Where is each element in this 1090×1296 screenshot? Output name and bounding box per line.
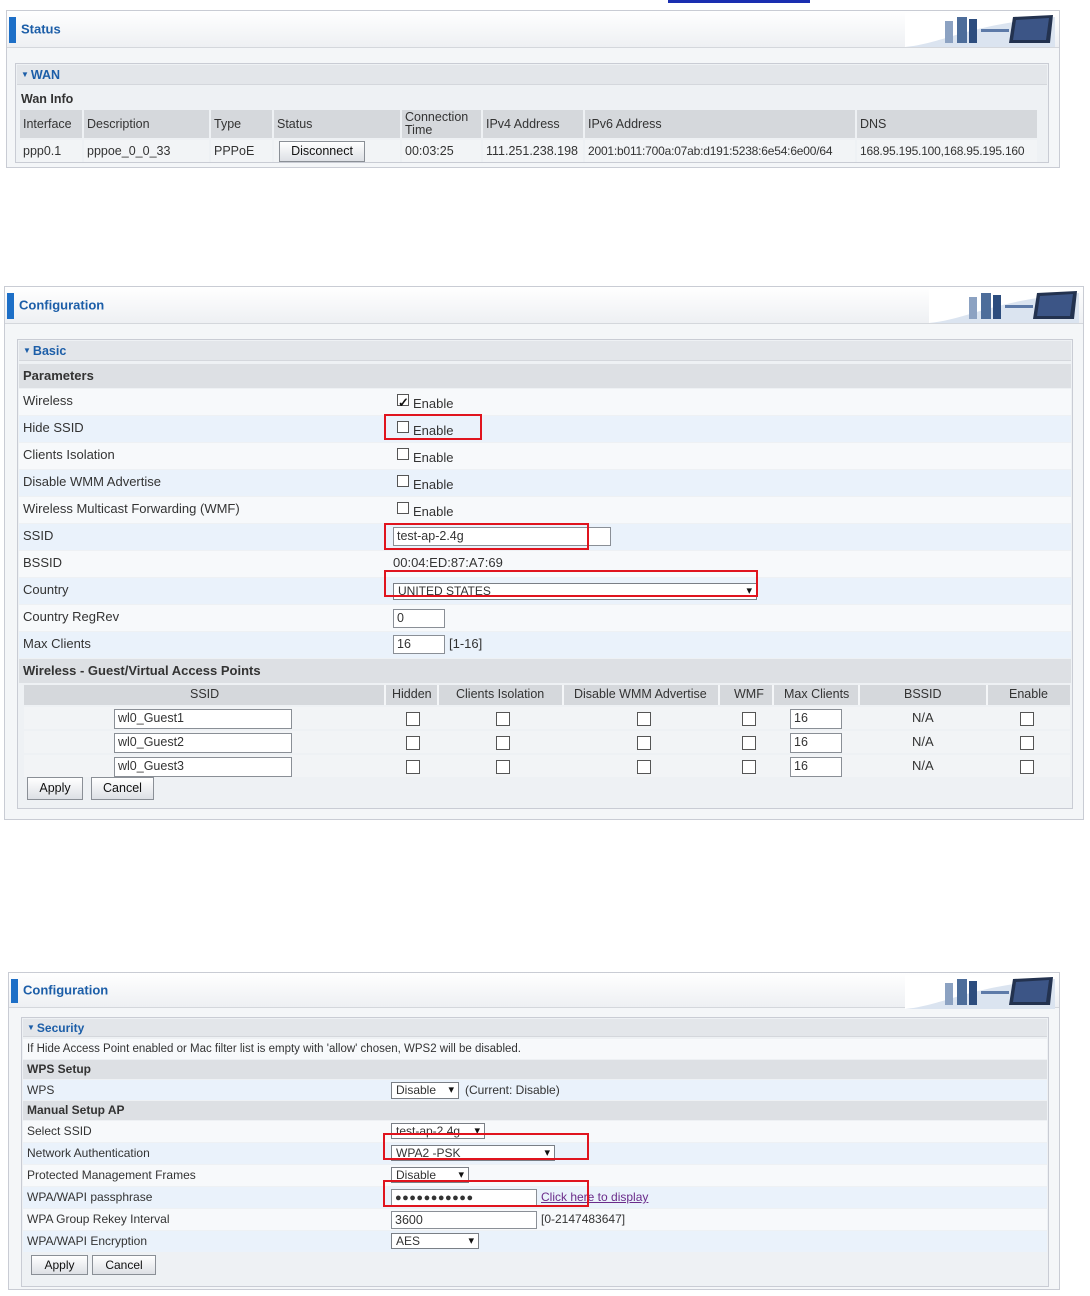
manual-setup-label: Manual Setup AP bbox=[27, 1103, 125, 1117]
guest-row-2 bbox=[24, 731, 1070, 753]
section-title: Security bbox=[36, 1021, 85, 1035]
header-accent-bar bbox=[11, 979, 18, 1003]
collapse-triangle-icon: ▼ bbox=[27, 1023, 35, 1032]
encryption-label: WPA/WAPI Encryption bbox=[27, 1234, 148, 1248]
network-auth-label: Network Authentication bbox=[27, 1146, 150, 1160]
guest-table-header bbox=[24, 685, 1070, 705]
passphrase-label: WPA/WAPI passphrase bbox=[27, 1190, 153, 1204]
apply-button[interactable]: Apply bbox=[27, 777, 83, 800]
country-value: UNITED STATES bbox=[398, 584, 491, 598]
pmf-value: Disable bbox=[396, 1168, 437, 1182]
manual-setup-header bbox=[23, 1101, 1047, 1120]
guest-col-wmm: Disable WMM Advertise bbox=[574, 687, 707, 701]
col-status: Status bbox=[274, 110, 400, 138]
header-decoration-image bbox=[905, 975, 1055, 1009]
guest-row-1 bbox=[24, 707, 1070, 729]
guest-enable-checkbox[interactable] bbox=[1020, 760, 1034, 774]
wireless-label: Wireless bbox=[23, 393, 73, 408]
cell-type: PPPoE bbox=[211, 140, 272, 162]
divider bbox=[562, 685, 564, 705]
col-connection-time: Connection Time bbox=[402, 110, 481, 138]
clients-isolation-label: Clients Isolation bbox=[23, 447, 115, 462]
wan-table bbox=[18, 108, 1039, 164]
guest-col-bssid: BSSID bbox=[904, 687, 942, 701]
highlight-hide-ssid bbox=[384, 414, 482, 440]
wan-box bbox=[15, 63, 1049, 163]
guest-hidden-checkbox[interactable] bbox=[406, 760, 420, 774]
ssid-input[interactable]: test-ap-2.4g bbox=[393, 527, 611, 546]
guest-wmf-checkbox[interactable] bbox=[742, 736, 756, 750]
wan-info-label: Wan Info bbox=[21, 92, 74, 106]
cell-description: pppoe_0_0_33 bbox=[84, 140, 209, 162]
page-title: Configuration bbox=[23, 982, 109, 998]
cancel-button[interactable]: Cancel bbox=[92, 1255, 156, 1275]
cancel-button[interactable]: Cancel bbox=[91, 777, 154, 800]
guest-enable-checkbox[interactable] bbox=[1020, 736, 1034, 750]
rekey-label: WPA Group Rekey Interval bbox=[27, 1212, 170, 1226]
hide-ssid-label: Hide SSID bbox=[23, 420, 84, 435]
enable-text: Enable bbox=[413, 423, 454, 438]
guest-ssid-input[interactable]: wl0_Guest1 bbox=[114, 709, 292, 729]
wps-current: (Current: Disable) bbox=[465, 1083, 560, 1097]
guest-col-enable: Enable bbox=[1009, 687, 1048, 701]
clients-isolation-checkbox[interactable] bbox=[397, 448, 409, 460]
security-section-header[interactable] bbox=[23, 1019, 1047, 1037]
wps-notice: If Hide Access Point enabled or Mac filter list is empty with 'allow' chosen, WPS2 will be disabled. bbox=[27, 1043, 521, 1055]
section-title: WAN bbox=[30, 68, 61, 82]
guest-wmf-checkbox[interactable] bbox=[742, 712, 756, 726]
chevron-down-icon: ▾ bbox=[458, 1169, 464, 1181]
collapse-triangle-icon: ▼ bbox=[23, 346, 31, 355]
max-clients-label: Max Clients bbox=[23, 636, 91, 651]
enable-text: Enable bbox=[413, 504, 454, 519]
guest-ssid-input[interactable]: wl0_Guest3 bbox=[114, 757, 292, 777]
table-row bbox=[20, 140, 1037, 162]
highlight-network-auth bbox=[383, 1133, 589, 1160]
max-clients-input[interactable]: 16 bbox=[393, 635, 445, 654]
col-type: Type bbox=[211, 110, 272, 138]
header-decoration-image bbox=[905, 13, 1055, 47]
wps-label: WPS bbox=[27, 1083, 55, 1097]
guest-max-input[interactable]: 16 bbox=[790, 709, 842, 729]
guest-bssid: N/A bbox=[912, 734, 934, 749]
guest-wmm-checkbox[interactable] bbox=[637, 712, 651, 726]
guest-col-max: Max Clients bbox=[784, 687, 850, 701]
cell-ipv6: 2001:b011:700a:07ab:d191:5238:6e54:6e00/64 bbox=[585, 140, 855, 162]
table-header-row bbox=[20, 110, 1037, 138]
chevron-down-icon: ▾ bbox=[474, 1125, 480, 1137]
ssid-label: SSID bbox=[23, 528, 54, 543]
cell-interface: ppp0.1 bbox=[20, 140, 82, 162]
basic-config-panel bbox=[4, 286, 1084, 820]
row-disable-wmm bbox=[19, 470, 1071, 496]
cell-dns: 168.95.195.100,168.95.195.160 bbox=[857, 140, 1037, 162]
rekey-range: [0-2147483647] bbox=[541, 1212, 626, 1226]
guest-hidden-checkbox[interactable] bbox=[406, 712, 420, 726]
guest-max-input[interactable]: 16 bbox=[790, 757, 842, 777]
guest-wmm-checkbox[interactable] bbox=[637, 736, 651, 750]
country-label: Country bbox=[23, 582, 69, 597]
guest-isolation-checkbox[interactable] bbox=[496, 760, 510, 774]
guest-row-3 bbox=[24, 755, 1070, 777]
country-regrev-label: Country RegRev bbox=[23, 609, 120, 624]
guest-col-wmf: WMF bbox=[734, 687, 764, 701]
row-wireless bbox=[19, 389, 1071, 415]
col-interface: Interface bbox=[20, 110, 82, 138]
row-wps bbox=[23, 1080, 1047, 1100]
guest-enable-checkbox[interactable] bbox=[1020, 712, 1034, 726]
page-title: Status bbox=[21, 21, 61, 37]
guest-col-ssid: SSID bbox=[190, 687, 220, 701]
guest-isolation-checkbox[interactable] bbox=[496, 712, 510, 726]
divider bbox=[384, 685, 386, 705]
divider bbox=[986, 685, 988, 705]
wps-value: Disable bbox=[396, 1083, 437, 1097]
row-encryption bbox=[23, 1231, 1047, 1252]
config-header bbox=[5, 287, 1083, 324]
chevron-down-icon: ▾ bbox=[468, 1235, 474, 1247]
disconnect-button[interactable]: Disconnect bbox=[279, 141, 365, 162]
wmf-checkbox[interactable] bbox=[397, 502, 409, 514]
header-accent-bar bbox=[7, 293, 14, 319]
cell-time: 00:03:25 bbox=[402, 140, 481, 162]
cell-status bbox=[274, 140, 400, 162]
guest-header bbox=[19, 659, 1071, 683]
divider bbox=[437, 685, 439, 705]
guest-ssid-input[interactable]: wl0_Guest2 bbox=[114, 733, 292, 753]
rekey-input[interactable]: 3600 bbox=[391, 1211, 537, 1229]
basic-section-header[interactable] bbox=[19, 341, 1071, 361]
row-hide-ssid bbox=[19, 416, 1071, 442]
row-wmf bbox=[19, 497, 1071, 523]
page-title: Configuration bbox=[19, 297, 105, 313]
row-max-clients bbox=[19, 632, 1071, 658]
bssid-value: 00:04:ED:87:A7:69 bbox=[393, 555, 503, 570]
wmf-label: Wireless Multicast Forwarding (WMF) bbox=[23, 501, 240, 516]
col-description: Description bbox=[84, 110, 209, 138]
select-ssid-label: Select SSID bbox=[27, 1124, 92, 1138]
guest-isolation-checkbox[interactable] bbox=[496, 736, 510, 750]
header-accent-bar bbox=[9, 17, 16, 43]
parameters-label: Parameters bbox=[23, 368, 94, 383]
network-auth-value: WPA2 -PSK bbox=[396, 1146, 461, 1160]
enable-text: Enable bbox=[413, 450, 454, 465]
status-panel bbox=[6, 10, 1060, 168]
max-clients-range: [1-16] bbox=[449, 636, 483, 651]
notice-row bbox=[23, 1039, 1047, 1059]
guest-wmf-checkbox[interactable] bbox=[742, 760, 756, 774]
guest-header-label: Wireless - Guest/Virtual Access Points bbox=[23, 663, 261, 678]
guest-bssid: N/A bbox=[912, 710, 934, 725]
enable-text: Enable bbox=[413, 477, 454, 492]
guest-wmm-checkbox[interactable] bbox=[637, 760, 651, 774]
divider bbox=[718, 685, 720, 705]
row-country-regrev bbox=[19, 605, 1071, 631]
row-rekey bbox=[23, 1209, 1047, 1230]
apply-button[interactable]: Apply bbox=[31, 1255, 88, 1275]
divider bbox=[858, 685, 860, 705]
chevron-down-icon: ▾ bbox=[746, 585, 752, 597]
select-ssid-value: test-ap-2.4g bbox=[396, 1124, 461, 1138]
col-dns: DNS bbox=[857, 110, 1037, 138]
encryption-select[interactable] bbox=[391, 1233, 479, 1249]
pmf-label: Protected Management Frames bbox=[27, 1168, 196, 1182]
cell-ipv4: 111.251.238.198 bbox=[483, 140, 583, 162]
wan-section-header[interactable] bbox=[17, 65, 1047, 85]
passphrase-input[interactable]: ●●●●●●●●●●● bbox=[391, 1189, 537, 1207]
wps-select[interactable] bbox=[391, 1082, 459, 1099]
status-header bbox=[7, 11, 1059, 48]
highlight-passphrase bbox=[383, 1180, 589, 1207]
chevron-down-icon: ▾ bbox=[544, 1147, 550, 1159]
encryption-value: AES bbox=[396, 1234, 421, 1248]
highlight-ssid bbox=[384, 523, 589, 550]
disable-wmm-label: Disable WMM Advertise bbox=[23, 474, 161, 489]
chevron-down-icon: ▾ bbox=[448, 1084, 454, 1096]
col-ipv6: IPv6 Address bbox=[585, 110, 855, 138]
divider bbox=[772, 685, 774, 705]
top-link-underline bbox=[668, 0, 810, 3]
row-clients-isolation bbox=[19, 443, 1071, 469]
col-ipv4: IPv4 Address bbox=[483, 110, 583, 138]
header-decoration-image bbox=[929, 289, 1079, 323]
highlight-country bbox=[384, 570, 758, 597]
guest-max-input[interactable]: 16 bbox=[790, 733, 842, 753]
guest-col-isolation: Clients Isolation bbox=[456, 687, 545, 701]
guest-col-hidden: Hidden bbox=[392, 687, 432, 701]
bssid-label: BSSID bbox=[23, 555, 63, 570]
enable-text: Enable bbox=[413, 396, 454, 411]
country-regrev-input[interactable]: 0 bbox=[393, 609, 445, 628]
click-to-display-link[interactable]: Click here to display bbox=[541, 1190, 649, 1204]
collapse-triangle-icon: ▼ bbox=[21, 70, 29, 79]
wireless-enable-checkbox[interactable] bbox=[397, 394, 409, 406]
section-title: Basic bbox=[32, 344, 67, 358]
guest-hidden-checkbox[interactable] bbox=[406, 736, 420, 750]
guest-bssid: N/A bbox=[912, 758, 934, 773]
parameters-header bbox=[19, 364, 1071, 388]
wps-setup-header bbox=[23, 1060, 1047, 1079]
disable-wmm-checkbox[interactable] bbox=[397, 475, 409, 487]
config-header bbox=[9, 973, 1059, 1008]
security-config-panel bbox=[8, 972, 1060, 1290]
wps-setup-label: WPS Setup bbox=[27, 1062, 92, 1076]
